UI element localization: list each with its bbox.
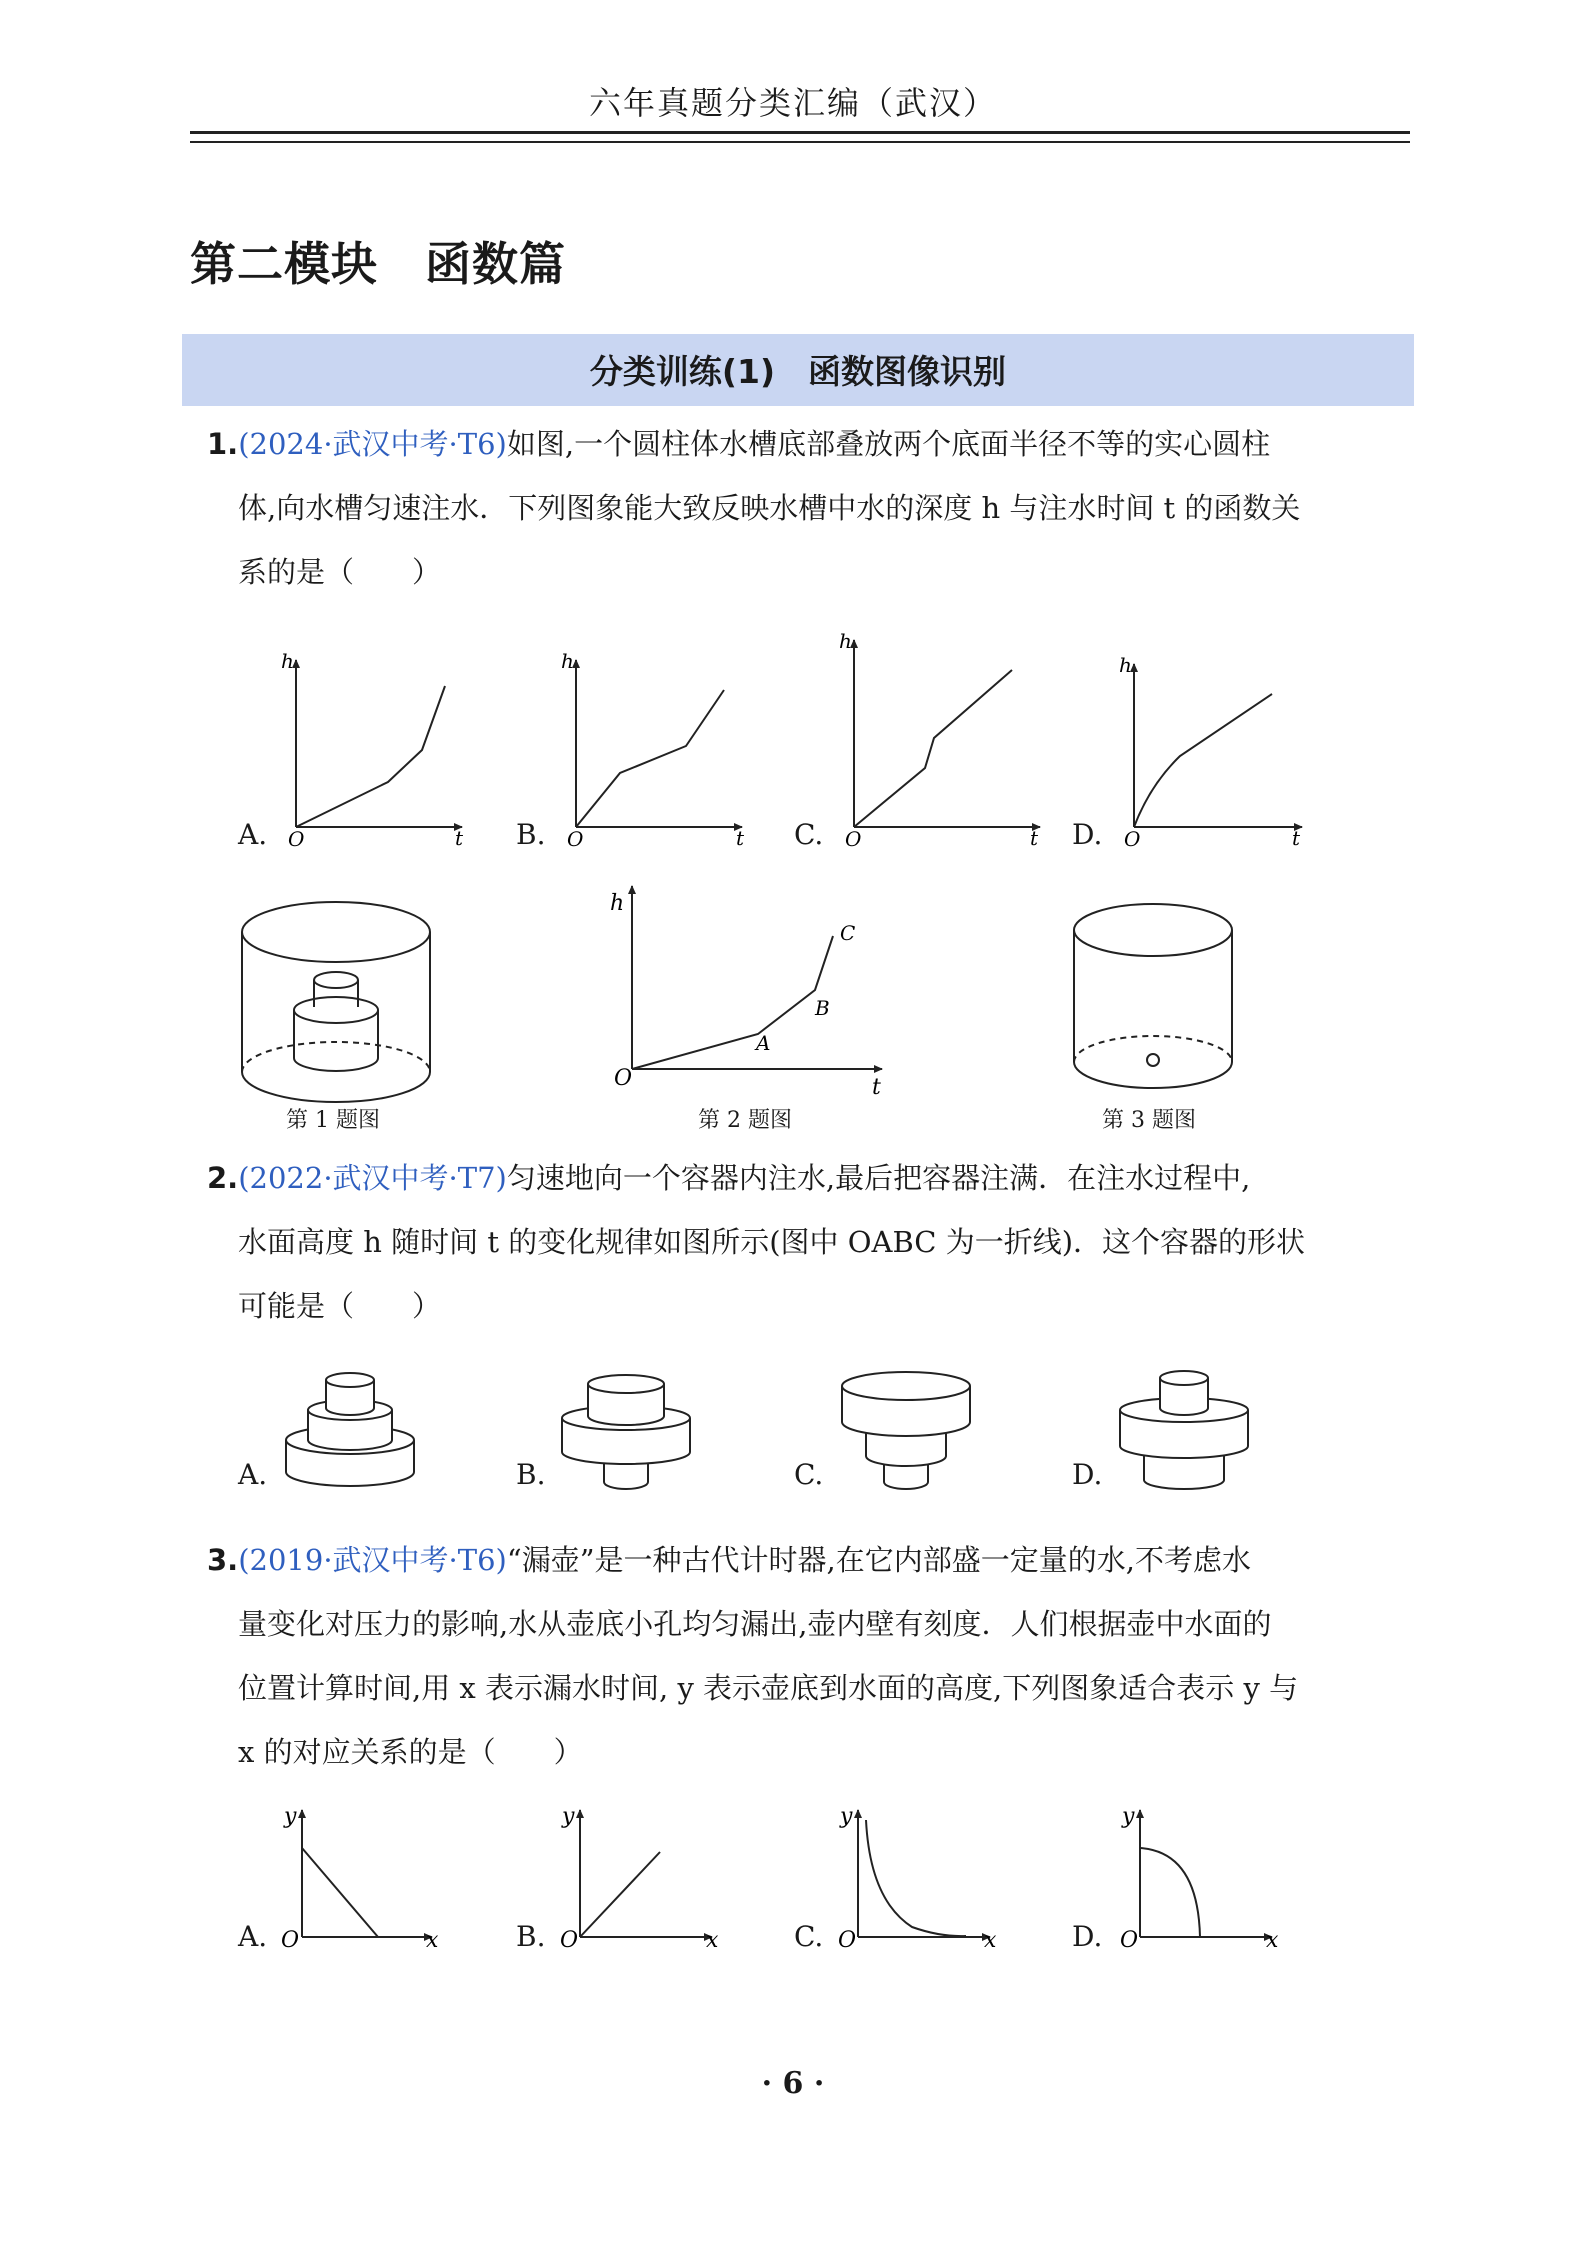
q3-option-b-label: B. [516,1920,546,1953]
q1-a-axis-t: t [455,826,464,850]
q2-line3: 可能是（ ） [238,1289,442,1323]
q3-d-origin: O [1120,1928,1139,1953]
q3-option-c-label: C. [794,1920,824,1953]
fig2-caption: 第 2 题图 [698,1108,792,1133]
fig1-caption: 第 1 题图 [286,1108,380,1133]
q1-option-a-label: A. [238,818,268,851]
q2-number: 2. [207,1161,239,1195]
q3-graph-a [281,1804,439,1953]
q2-option-d-label: D. [1072,1458,1103,1491]
fig2-axis-h: h [610,891,625,916]
q1-c-origin: O [845,827,862,851]
q3-text1: “漏壶”是一种古代计时器,在它内部盛一定量的水,不考虑水 [506,1543,1251,1577]
q1-number: 1. [207,427,239,461]
q3-d-axis-y: y [1122,1804,1135,1829]
q3-c-origin: O [838,1928,857,1953]
q1-option-d-label: D. [1072,818,1103,851]
running-header: 六年真题分类汇编（武汉） [588,84,997,122]
q3-graph-c [838,1804,997,1953]
fig2-point-b: B [815,996,830,1020]
fig3-caption: 第 3 题图 [1102,1108,1196,1133]
q3-b-origin: O [560,1928,579,1953]
q1-b-axis-h: h [561,649,574,673]
q2-option-b-label: B. [516,1458,546,1491]
q1-c-axis-t: t [1030,826,1039,850]
q3-source: (2019·武汉中考·T6) [238,1543,507,1577]
fig2-axis-t: t [872,1075,881,1100]
q2-source: (2022·武汉中考·T7) [238,1161,507,1195]
module-title: 第二模块 函数篇 [190,237,566,291]
q1-option-c-label: C. [794,818,824,851]
fig2-point-c: C [840,921,856,945]
q1-d-origin: O [1124,827,1141,851]
q3-number: 3. [207,1543,239,1577]
q1-c-axis-h: h [839,629,852,653]
q3-d-axis-x: x [1266,1928,1279,1953]
q1-source: (2024·武汉中考·T6) [238,427,507,461]
q3-a-origin: O [281,1928,300,1953]
q3-line3: 位置计算时间,用 x 表示漏水时间, y 表示壶底到水面的高度,下列图象适合表示 y 与 [238,1671,1299,1705]
q1-a-axis-h: h [281,649,294,673]
fig2-point-a: A [756,1031,771,1055]
q2-option-a-label: A. [238,1458,268,1491]
fig2-origin: O [614,1066,633,1091]
q1-line3: 系的是（ ） [238,555,442,589]
q2-option-c-label: C. [794,1458,824,1491]
q3-a-axis-y: y [284,1804,297,1829]
q3-line2: 量变化对压力的影响,水从壶底小孔均匀漏出,壶内壁有刻度．人们根据壶中水面的 [238,1607,1272,1641]
q1-option-b-label: B. [516,818,546,851]
q3-line4: x 的对应关系的是（ ） [238,1735,583,1769]
q1-d-axis-t: t [1292,826,1301,850]
q1-text1: 如图,一个圆柱体水槽底部叠放两个底面半径不等的实心圆柱 [506,427,1271,461]
q3-b-axis-y: y [562,1804,575,1829]
q3-option-d-label: D. [1072,1920,1103,1953]
page-number: · 6 · [761,2066,825,2101]
q1-b-axis-t: t [736,826,745,850]
q3-b-axis-x: x [706,1928,719,1953]
q3-graph-b [560,1804,719,1953]
q2-line2: 水面高度 h 随时间 t 的变化规律如图所示(图中 OABC 为一折线)．这个容器的形状 [238,1225,1306,1259]
q3-a-axis-x: x [426,1928,439,1953]
q1-line2: 体,向水槽匀速注水．下列图象能大致反映水槽中水的深度 h 与注水时间 t 的函数关 [238,491,1301,525]
q3-c-axis-y: y [840,1804,853,1829]
q2-text1: 匀速地向一个容器内注水,最后把容器注满．在注水过程中, [506,1161,1251,1195]
q3-graph-d [1120,1804,1279,1953]
q3-c-axis-x: x [984,1928,997,1953]
section-title: 分类训练(1) 函数图像识别 [589,352,1007,391]
q1-d-axis-h: h [1119,653,1132,677]
q1-a-origin: O [288,827,305,851]
q1-b-origin: O [567,827,584,851]
q3-option-a-label: A. [238,1920,268,1953]
